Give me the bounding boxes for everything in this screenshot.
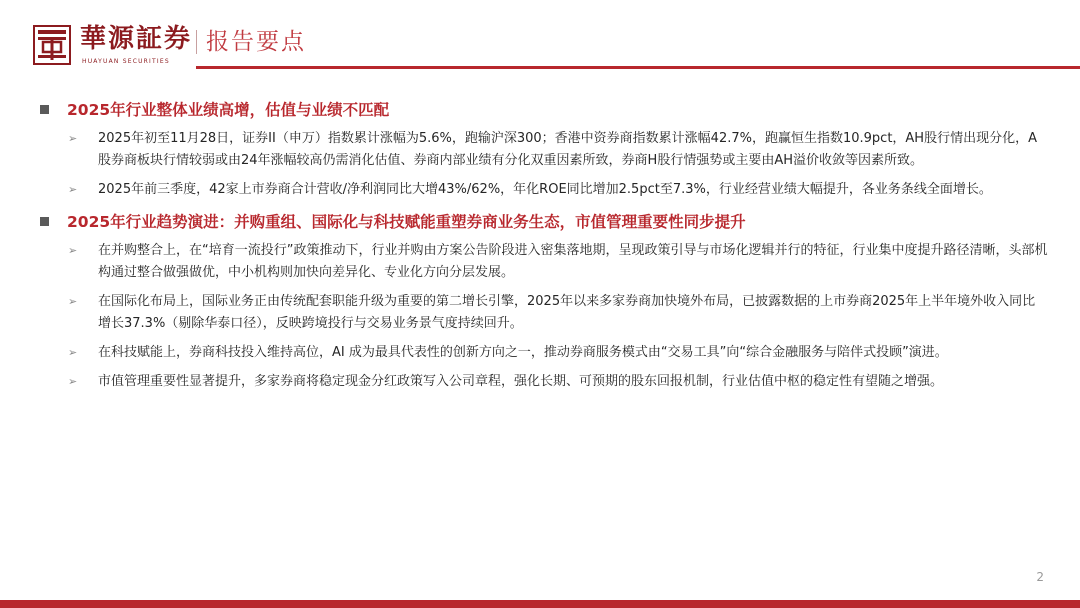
arrow-bullet-icon: ➢ [68, 244, 78, 257]
list-item-text: 在国际化布局上，国际业务正由传统配套职能升级为重要的第二增长引擎，2025年以来多家券商加快境外布局，已披露数据的上市券商2025年上半年境外收入同比增长37.3%（剔除华泰口径），反映跨境投行与交易业务景气度持续回升。 [98, 294, 1036, 331]
arrow-bullet-icon: ➢ [68, 375, 78, 388]
arrow-bullet-icon: ➢ [68, 183, 78, 196]
square-bullet-icon [40, 105, 49, 114]
bullet-list [40, 240, 1050, 393]
section-heading [40, 96, 1050, 122]
arrow-bullet-icon: ➢ [68, 346, 78, 359]
list-item-text: 在科技赋能上，券商科技投入维持高位，AI 成为最具代表性的创新方向之一，推动券商服务模式由“交易工具”向“综合金融服务与陪伴式投顾”演进。 [98, 345, 948, 360]
report-header [0, 0, 1080, 74]
page-title: 报告要点 [206, 29, 306, 55]
section-heading-text: 2025年行业整体业绩高增，估值与业绩不匹配 [67, 101, 390, 119]
bullet-list [40, 128, 1050, 201]
huayuan-seal-logo-icon [33, 25, 71, 65]
header-rule [196, 66, 1080, 69]
list-item [40, 342, 1050, 364]
list-item [40, 179, 1050, 201]
brand-name-english: HUAYUAN SECURITIES [82, 58, 170, 65]
arrow-bullet-icon: ➢ [68, 295, 78, 308]
section-heading [40, 208, 1050, 234]
list-item-text: 2025年初至11月28日，证券II（申万）指数累计涨幅为5.6%，跑输沪深300；香港中资券商指数累计涨幅42.7%，跑赢恒生指数10.9pct，AH股行情出现分化，A股券商板块行情较弱或由24年涨幅较高仍需消化估值、券商内部业绩有分化双重因素所致，券商H股行情强势或主要由AH溢价收敛等因素所致。 [98, 131, 1037, 168]
list-item [40, 371, 1050, 393]
page-number: 2 [1036, 570, 1044, 584]
footer-bar [0, 600, 1080, 608]
list-item [40, 291, 1050, 335]
list-item-text: 在并购整合上，在“培育一流投行”政策推动下，行业并购由方案公告阶段进入密集落地期，呈现政策引导与市场化逻辑并行的特征，行业集中度提升路径清晰，头部机构通过整合做强做优，中小机构则加快向差异化、专业化方向分层发展。 [98, 243, 1048, 280]
list-item-text: 2025年前三季度，42家上市券商合计营收/净利润同比大增43%/62%，年化ROE同比增加2.5pct至7.3%，行业经营业绩大幅提升，各业务条线全面增长。 [98, 182, 992, 197]
arrow-bullet-icon: ➢ [68, 132, 78, 145]
list-item [40, 128, 1050, 172]
header-divider [196, 30, 197, 54]
list-item-text: 市值管理重要性显著提升，多家券商将稳定现金分红政策写入公司章程，强化长期、可预期的股东回报机制，行业估值中枢的稳定性有望随之增强。 [98, 374, 944, 389]
section-heading-text: 2025年行业趋势演进：并购重组、国际化与科技赋能重塑券商业务生态，市值管理重要性同步提升 [67, 213, 746, 231]
report-content [40, 96, 1050, 400]
brand-name: 華源証券 [80, 24, 193, 54]
square-bullet-icon [40, 217, 49, 226]
list-item [40, 240, 1050, 284]
